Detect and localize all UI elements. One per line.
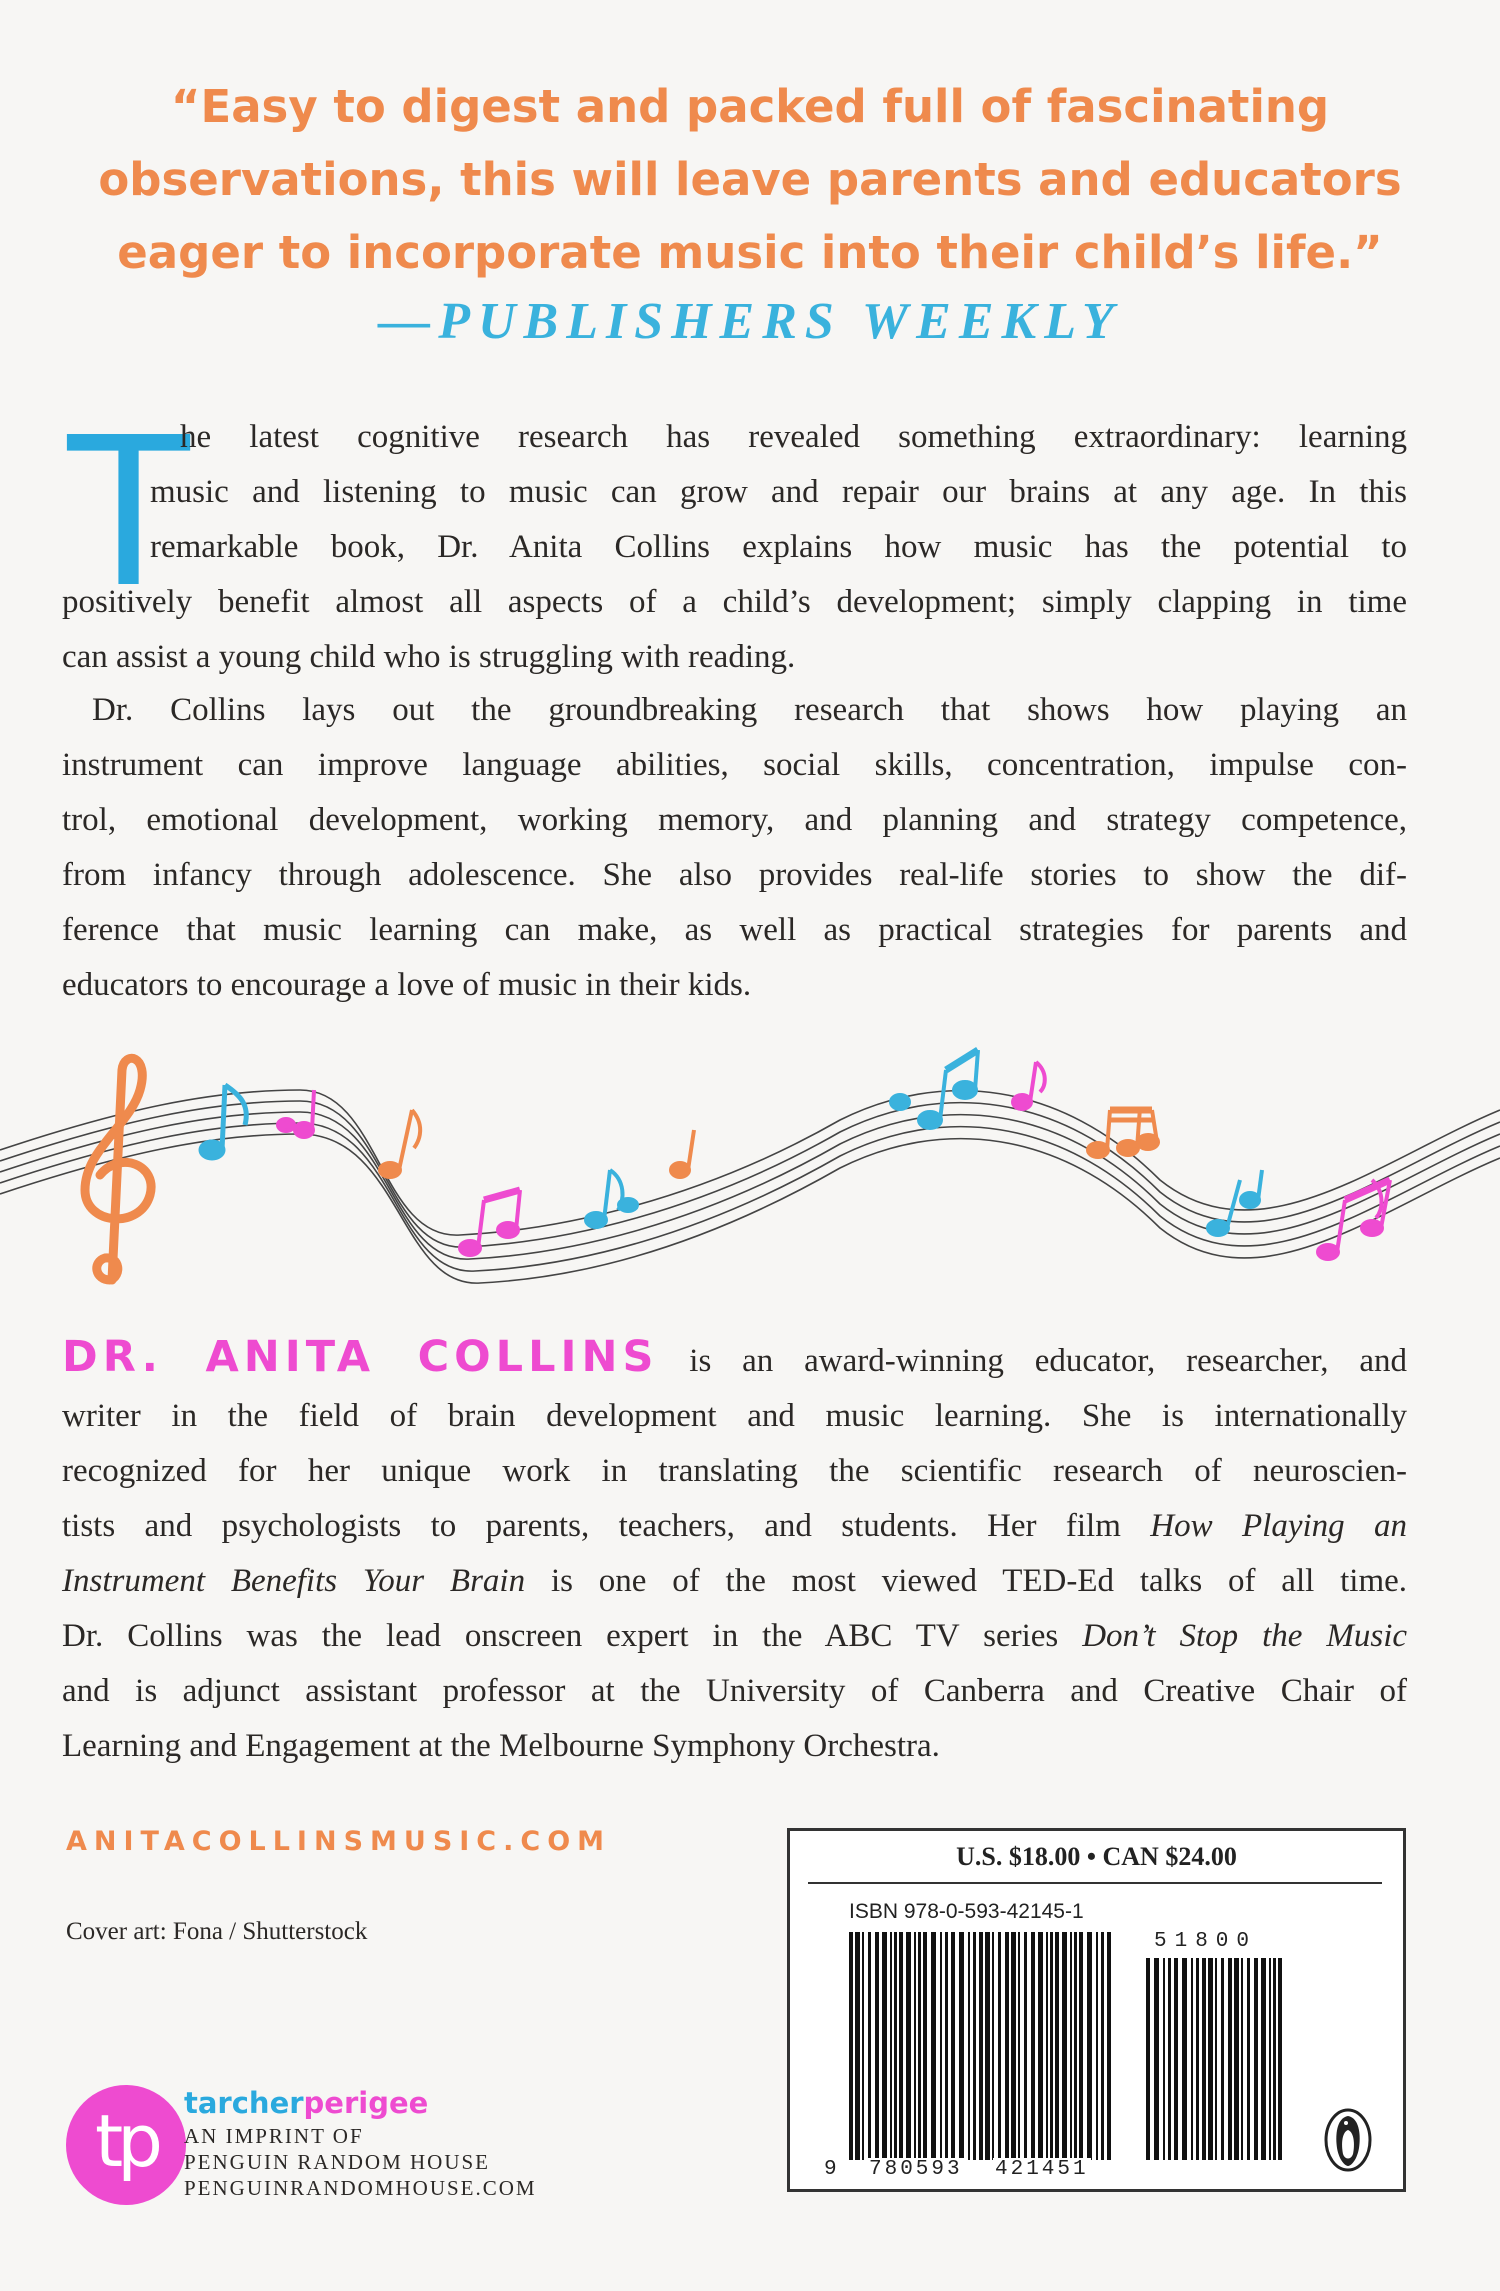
bio-text: tists and psychologists to parents, teachers, and students. Her film (62, 1508, 1121, 1544)
barcode-bar (1154, 1958, 1159, 2160)
barcode-bar (931, 1932, 936, 2160)
barcode-bar (868, 1932, 871, 2160)
barcode-bar (882, 1932, 887, 2160)
barcode-bar (1096, 1932, 1098, 2160)
bio-line: and is adjunct assistant professor at the University of Canberra and Creative Chair of (62, 1673, 1407, 1709)
isbn-label: ISBN 978-0-593-42145-1 (849, 1900, 1084, 1923)
barcode-digits: 421451 (995, 2158, 1089, 2181)
description-paragraph-2 (62, 683, 1407, 1013)
barcode-bar (1107, 1932, 1111, 2160)
barcode-bar (1254, 1958, 1258, 2160)
price-code: 51800 (1154, 1930, 1258, 1953)
barcode-bar (945, 1932, 948, 2160)
barcode-bar (973, 1932, 976, 2160)
barcode-bar (1168, 1958, 1171, 2160)
author-bio (62, 1330, 1407, 1774)
barcode-bar (940, 1932, 942, 2160)
barcode-bar (992, 1932, 994, 2160)
text-line: Dr. Collins lays out the groundbreaking research that shows how playing an (92, 692, 1407, 728)
text-line: music and listening to music can grow and repair our brains at any age. In this (150, 474, 1407, 510)
barcode-bar (1087, 1932, 1092, 2160)
barcode-bar (1163, 1958, 1165, 2160)
isbn-barcode (849, 1932, 1117, 2160)
publisher-website[interactable]: PENGUINRANDOMHOUSE.COM (184, 2176, 537, 2200)
barcode-bar (1261, 1958, 1266, 2160)
barcode-bar (1038, 1932, 1043, 2160)
bio-text: is an award-winning educator, researcher, and (689, 1343, 1408, 1379)
text-line: he latest cognitive research has revealed something extraordinary: learning (180, 419, 1407, 455)
quote-line: “Easy to digest and packed full of fascinating (170, 80, 1330, 133)
barcode-bar (979, 1932, 983, 2160)
penguin-logo-icon (1323, 2108, 1373, 2172)
barcode-bar (1174, 1958, 1178, 2160)
bio-line (62, 1330, 1407, 1389)
text-line: trol, emotional development, working memory, and planning and strategy competence, (62, 802, 1407, 838)
bio-line: Learning and Engagement at the Melbourne Symphony Orchestra. (62, 1728, 940, 1764)
barcode-bar (1146, 1958, 1150, 2160)
barcode-bar (914, 1932, 916, 2160)
barcode-bar (1215, 1958, 1217, 2160)
quote-attribution: —PUBLISHERS WEEKLY (378, 293, 1122, 350)
music-note-icon (1013, 1062, 1045, 1109)
barcode-bar (890, 1932, 892, 2160)
publisher-brand (184, 2086, 428, 2120)
text-line: instrument can improve language abilities, social skills, concentration, impulse con- (62, 747, 1407, 783)
music-note-icon (380, 1110, 420, 1177)
barcode-bar (1247, 1958, 1250, 2160)
series-title: Don’t Stop the Music (1082, 1618, 1408, 1654)
barcode-bar (918, 1932, 921, 2160)
text-line: educators to encourage a love of music in their kids. (62, 967, 752, 1003)
barcode-bar (1234, 1958, 1239, 2160)
barcode-bar (1241, 1958, 1243, 2160)
music-note-icon (671, 1130, 694, 1177)
review-quote (90, 70, 1410, 289)
barcode-bar (1055, 1932, 1059, 2160)
barcode-bar (1221, 1958, 1224, 2160)
price-line: U.S. $18.00 • CAN $24.00 (956, 1842, 1237, 1871)
barcode-bar (1046, 1932, 1048, 2160)
barcode-bar (1269, 1958, 1271, 2160)
barcode-bar (862, 1932, 864, 2160)
music-note-icon (201, 1085, 246, 1158)
publisher-logo-text: tp (95, 2099, 157, 2183)
barcode-bar (1074, 1932, 1077, 2160)
barcode-bar (1191, 1958, 1193, 2160)
text-line: positively benefit almost all aspects of a child’s development; simply clapping in time (62, 584, 1407, 620)
barcode-bar (1050, 1932, 1053, 2160)
music-staff-illustration (0, 1030, 1500, 1310)
film-title: How Playing an (1150, 1508, 1407, 1544)
barcode-bar (1196, 1958, 1199, 2160)
publisher-line: AN IMPRINT OF (184, 2124, 364, 2148)
barcode-bar (1273, 1958, 1276, 2160)
music-note-icon (278, 1090, 314, 1137)
brand-part: tarcher (184, 2086, 304, 2120)
treble-clef-icon (85, 1058, 151, 1280)
quote-line: observations, this will leave parents and educators (98, 153, 1402, 206)
drop-cap: T (62, 388, 196, 631)
barcode-bar (899, 1932, 903, 2160)
barcode-bar (951, 1932, 955, 2160)
barcode-bar (998, 1932, 1001, 2160)
film-title: Instrument Benefits Your Brain (62, 1563, 526, 1599)
bio-line (62, 1499, 1407, 1554)
barcode-bar (1024, 1932, 1027, 2160)
music-note-icon (586, 1170, 637, 1227)
barcode-bar (1079, 1932, 1083, 2160)
music-note-icon (1208, 1170, 1262, 1235)
barcode-bar (959, 1932, 964, 2160)
bio-line (62, 1554, 1407, 1609)
bio-line (62, 1609, 1407, 1664)
barcode-bar (1101, 1932, 1104, 2160)
publisher-line: PENGUIN RANDOM HOUSE (184, 2150, 491, 2174)
bio-text: is one of the most viewed TED-Ed talks of all time. (550, 1563, 1408, 1599)
barcode-bar (1031, 1932, 1035, 2160)
text-line: can assist a young child who is struggling with reading. (62, 639, 796, 675)
barcode-bar (1278, 1958, 1282, 2160)
divider (808, 1882, 1382, 1884)
bio-text: Dr. Collins was the lead onscreen expert in the ABC TV series (62, 1618, 1059, 1654)
description-paragraph-1 (62, 388, 1407, 685)
barcode-bar (1182, 1958, 1187, 2160)
website-link[interactable]: ANITACOLLINSMUSIC.COM (66, 1826, 612, 1857)
barcode-bar (923, 1932, 927, 2160)
author-name: DR. ANITA COLLINS (62, 1332, 659, 1382)
barcode-bar (1202, 1958, 1206, 2160)
barcode-bar (968, 1932, 970, 2160)
music-note-icon (891, 1050, 978, 1128)
barcode-bar (985, 1932, 990, 2160)
barcode-bar (1228, 1958, 1232, 2160)
text-line: remarkable book, Dr. Anita Collins explains how music has the potential to (150, 529, 1407, 565)
barcode-bar (1070, 1932, 1072, 2160)
barcode-bar (875, 1932, 879, 2160)
cover-art-credit: Cover art: Fona / Shutterstock (66, 1918, 368, 1945)
barcode-digits: 780593 (869, 2158, 963, 2181)
brand-part: perigee (303, 2086, 429, 2120)
quote-line: eager to incorporate music into their child’s life.” (117, 226, 1383, 279)
barcode-bar (855, 1932, 860, 2160)
barcode-bar (1005, 1932, 1009, 2160)
barcode-bar (1062, 1932, 1067, 2160)
barcode-bar (1018, 1932, 1020, 2160)
text-line: from infancy through adolescence. She also provides real-life stories to show the dif- (62, 857, 1407, 893)
barcode-bar (1011, 1932, 1016, 2160)
bio-line: recognized for her unique work in translating the scientific research of neuroscien- (62, 1453, 1407, 1489)
text-line: ference that music learning can make, as well as practical strategies for parents and (62, 912, 1407, 948)
barcode-bar (849, 1932, 853, 2160)
bio-line: writer in the field of brain development and music learning. She is internationally (62, 1398, 1407, 1434)
barcode-bar (894, 1932, 897, 2160)
barcode-digit: 9 (824, 2158, 837, 2181)
music-note-icon (1088, 1108, 1158, 1157)
price-barcode (1146, 1958, 1284, 2160)
barcode-bar (906, 1932, 911, 2160)
barcode-bar (1208, 1958, 1213, 2160)
